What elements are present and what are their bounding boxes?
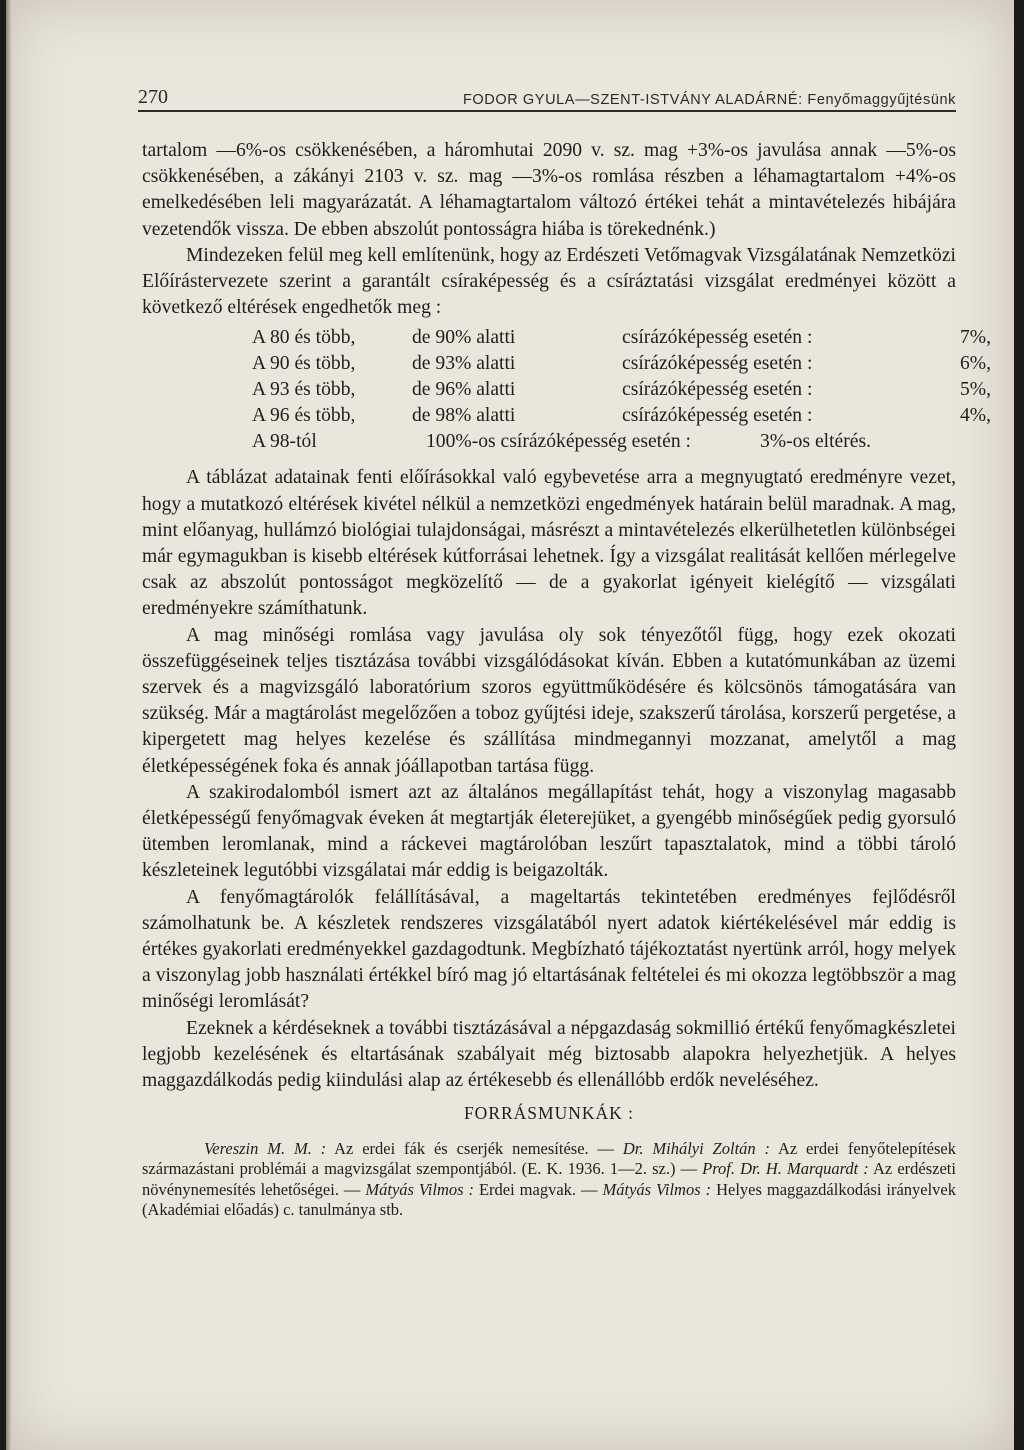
rule-condition: csírázóképesség esetén : (622, 327, 813, 349)
ref-author: Prof. Dr. H. Marquardt : (702, 1159, 869, 1178)
document-page (6, 0, 1014, 1450)
rule-range: A 80 és több, (252, 327, 356, 349)
rule-tolerance: 6%, (960, 353, 992, 375)
ref-author: Vereszin M. M. : (204, 1138, 327, 1158)
ref-author: Mátyás Vilmos : (602, 1179, 712, 1199)
rule-condition: csírázóképesség esetén : (622, 379, 813, 401)
rule-limit: de 98% alatti (412, 405, 516, 427)
ref-text: Az erdei fák és cserjék nemesítése. — (326, 1138, 623, 1158)
paragraph: A mag minőségi romlása vagy javulása oly sok tényezőtől függ, hogy ezek okozati összefüggéseinek teljes tisztázása további vizsgálódásokat kíván. Ebben a kutatómunkában az üzemi szervek és a magvizsgáló laboratórium szoros együttműködésére és kölcsönös támogatására van szükség. Már a magtárolást megelőzően a toboz gyűjtési ideje, szakszerű tárolása, korszerű pergetése, a kipergetett mag helyes kezelése és szállítása mindmegannyi mozzanat, amelytől a mag életképességének foka és annak jóállapotban tartása függ. (142, 624, 956, 777)
ref-text: Az erdészeti növénynemesítés lehetőségei. — (142, 1159, 956, 1199)
rule-tolerance: 4%, (960, 405, 992, 427)
rule-limit: de 93% alatti (412, 353, 516, 375)
rule-condition: csírázóképesség esetén : (622, 353, 813, 375)
references (142, 1139, 956, 1221)
page-number: 270 (138, 86, 168, 108)
paragraph: tartalom —6%-os csökkenésében, a háromhutai 2090 v. sz. mag +3%-os javulása annak —5%-os csökkenésében, a zákányi 2103 v. sz. mag —3%-os romlása részben a léhamagtartalom +4%-os emelkedésében leli magyarázatát. A léhamagtartalom változó értékei tehát a mintavételezés hibájára vezetendők vissza. De ebben abszolút pontosságra hiába is törekednénk.) (142, 140, 956, 240)
paragraph: A szakirodalomból ismert azt az általános megállapítást tehát, hogy a viszonylag magasabb életképességű fenyőmagvak éveken át megtartják életerejüket, a gyengébb minőségűek pedig gyorsuló ütemben leromlanak, mind a ráckevei magtárolóban leszűrt tapasztalatok, mind a többi tároló készleteinek legutóbbi vizsgálatai már eddig is beigazolták. (142, 781, 956, 882)
rule-range: A 96 és több, (252, 405, 356, 427)
ref-author: Mátyás Vilmos : (365, 1179, 475, 1199)
rule-tolerance: 5%, (960, 379, 992, 401)
rule-row (142, 377, 992, 403)
rule-row (142, 325, 992, 351)
rule-tolerance: 7%, (960, 327, 992, 349)
rule-limit: 100%-os csírázóképesség esetén : (426, 431, 691, 453)
paragraph: A fenyőmagtárolók felállításával, a mageltartás tekintetében eredményes fejlődésről számolhatunk be. A készletek rendszeres vizsgálatából nyert adatok kiértékelésével már eddig is értékes gyakorlati eredményekkel gazdagodtunk. Megbízható tájékoztatást nyertünk arról, hogy melyek a viszonylag jobb használati értékkel bíró mag jó eltartásának feltételei és mi okozza legtöbbször a mag minőségi leromlását? (142, 886, 956, 1013)
tolerance-rules (142, 325, 992, 455)
rule-tolerance: 3%-os eltérés. (760, 431, 871, 453)
rule-row (142, 429, 956, 455)
rule-limit: de 90% alatti (412, 327, 516, 349)
rule-range: A 98-tól (252, 431, 317, 453)
rule-row (142, 403, 992, 429)
paragraph: Ezeknek a kérdéseknek a további tisztázásával a népgazdaság sokmillió értékű fenyőmagkészletei legjobb kezelésének és eltartásának szabályait még biztosabb alapokra helyezhetjük. A helyes maggazdálkodás pedig kiindulási alap az értékesebb és ellenállóbb erdők neveléséhez. (142, 1017, 956, 1092)
rule-limit: de 96% alatti (412, 379, 516, 401)
sources-heading: FORRÁSMUNKÁK : (463, 1103, 635, 1124)
rule-range: A 90 és több, (252, 353, 356, 375)
page-header (138, 86, 956, 112)
ref-author: Dr. Mihályi Zoltán : (622, 1138, 770, 1158)
paragraph: A táblázat adatainak fenti előírásokkal való egybevetése arra a megnyugtató eredményre vezet, hogy a mutatkozó eltérések kivétel nélkül a nemzetközi engedmények határain belül maradnak. A mag, mint előanyag, hullámzó biológiai tulajdonságai, másrészt a mintavételezés elkerülhetetlen különbségei már egymagukban is kisebb eltérések kútforrásai lehetnek. Így a vizsgálat realitását kellően mérlegelve csak az abszolút pontosságot megközelítő — de a gyakorlat igényeit kielégítő — vizsgálati eredményekre számíthatunk. (142, 467, 956, 620)
ref-text: Erdei magvak. — (474, 1179, 603, 1199)
rule-condition: csírázóképesség esetén : (622, 405, 813, 427)
rule-row (142, 351, 992, 377)
running-head: FODOR GYULA—SZENT-ISTVÁNY ALADÁRNÉ: Fenyőmaggyűjtésünk (462, 92, 956, 108)
paragraph: Mindezeken felül meg kell említenünk, hogy az Erdészeti Vetőmagvak Vizsgálatának Nemzetközi Előírástervezete szerint a garantált csíraképesség és a csíráztatási vizsgálat eredményei között a következő eltérések engedhetők meg : (142, 244, 956, 319)
rule-range: A 93 és több, (252, 379, 356, 401)
body-text (142, 138, 992, 1221)
ref-text: Helyes maggazdálkodási irányelvek (Akadémiai előadás) c. tanulmánya stb. (142, 1179, 957, 1219)
ref-text: Az erdei fenyőtelepítések származástani problémái a magvizsgálat szempontjából. (E. K. 1936. 1—2. sz.) — (142, 1138, 956, 1178)
